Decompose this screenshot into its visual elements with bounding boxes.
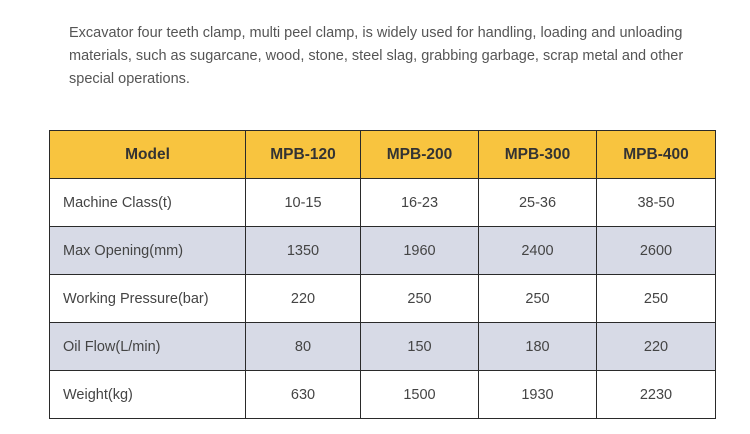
table-cell: 1960 <box>361 227 479 275</box>
table-cell: 38-50 <box>597 179 716 227</box>
table-cell: 10-15 <box>246 179 361 227</box>
table-cell: 2230 <box>597 371 716 419</box>
column-header-model: Model <box>50 131 246 179</box>
table-cell: 2400 <box>479 227 597 275</box>
table-row-working-pressure <box>50 275 716 323</box>
column-header-mpb-120: MPB-120 <box>246 131 361 179</box>
row-label: Machine Class(t) <box>50 179 246 227</box>
column-header-mpb-300: MPB-300 <box>479 131 597 179</box>
table-cell: 180 <box>479 323 597 371</box>
column-header-mpb-400: MPB-400 <box>597 131 716 179</box>
row-label: Oil Flow(L/min) <box>50 323 246 371</box>
table-cell: 250 <box>479 275 597 323</box>
row-label: Max Opening(mm) <box>50 227 246 275</box>
table-header-row <box>50 131 716 179</box>
table-cell: 1930 <box>479 371 597 419</box>
table-cell: 80 <box>246 323 361 371</box>
table-cell: 150 <box>361 323 479 371</box>
table-cell: 250 <box>597 275 716 323</box>
row-label: Working Pressure(bar) <box>50 275 246 323</box>
table-row-machine-class <box>50 179 716 227</box>
row-label: Weight(kg) <box>50 371 246 419</box>
table-row-oil-flow <box>50 323 716 371</box>
column-header-mpb-200: MPB-200 <box>361 131 479 179</box>
table-row-max-opening <box>50 227 716 275</box>
table-cell: 1350 <box>246 227 361 275</box>
table-cell: 630 <box>246 371 361 419</box>
table-cell: 25-36 <box>479 179 597 227</box>
table-cell: 16-23 <box>361 179 479 227</box>
table-cell: 2600 <box>597 227 716 275</box>
table-cell: 250 <box>361 275 479 323</box>
table-row-weight <box>50 371 716 419</box>
table-cell: 220 <box>246 275 361 323</box>
table-cell: 220 <box>597 323 716 371</box>
product-description: Excavator four teeth clamp, multi peel clamp, is widely used for handling, loading and unloading materials, such as sugarcane, wood, stone, steel slag, grabbing garbage, scrap metal and other special operations. <box>69 25 684 87</box>
table-cell: 1500 <box>361 371 479 419</box>
specification-table <box>49 130 716 419</box>
